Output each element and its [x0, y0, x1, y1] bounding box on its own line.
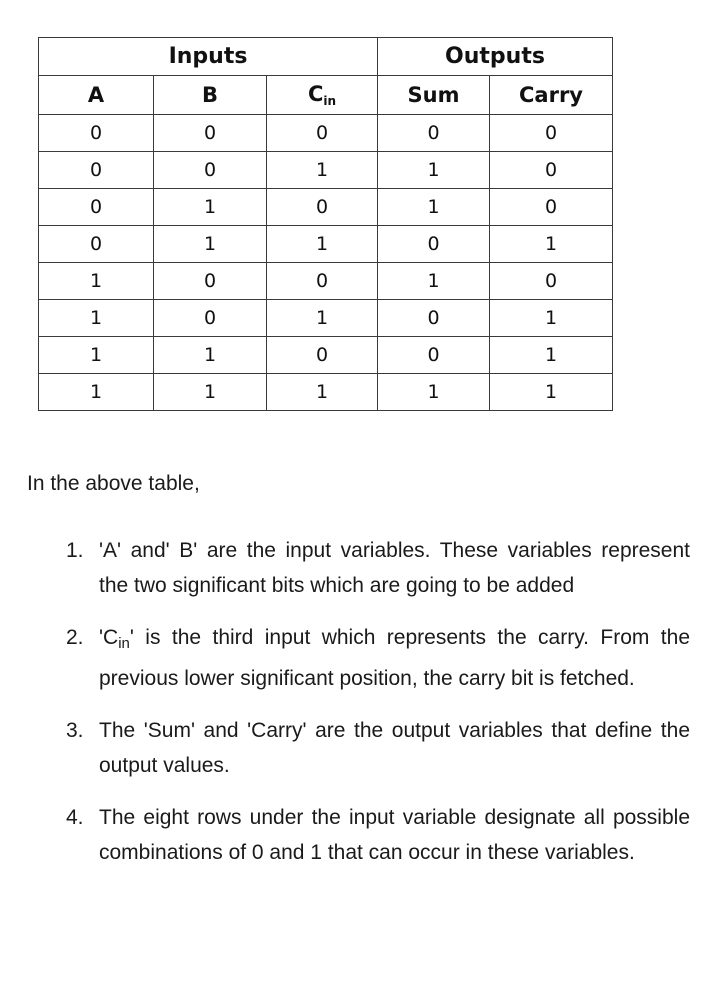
list-item-number: 3. [66, 719, 84, 742]
cell-carry: 1 [490, 374, 613, 411]
cell-b: 0 [154, 152, 267, 189]
cell-b: 1 [154, 226, 267, 263]
cell-sum: 1 [378, 263, 490, 300]
cell-cin: 0 [267, 263, 378, 300]
table-row [39, 374, 613, 411]
cell-a: 0 [39, 226, 154, 263]
cell-a: 1 [39, 374, 154, 411]
cell-carry: 1 [490, 226, 613, 263]
cell-cin: 0 [267, 337, 378, 374]
cell-a: 0 [39, 152, 154, 189]
cell-a: 0 [39, 115, 154, 152]
cell-cin: 0 [267, 115, 378, 152]
list-item-number: 4. [66, 806, 84, 829]
cell-carry: 1 [490, 300, 613, 337]
full-adder-truth-table [38, 37, 613, 411]
list-item-text: The eight rows under the input variable designate all possible combinations of 0 and 1 that can occur in these variables. [99, 806, 690, 864]
list-item [66, 533, 690, 603]
cell-b: 0 [154, 263, 267, 300]
cell-cin: 1 [267, 226, 378, 263]
cell-sum: 1 [378, 374, 490, 411]
cell-sum: 0 [378, 337, 490, 374]
cell-b: 1 [154, 189, 267, 226]
table-row [39, 152, 613, 189]
outputs-group-header: Outputs [378, 38, 613, 76]
cell-sum: 0 [378, 226, 490, 263]
cell-b: 0 [154, 115, 267, 152]
list-item [66, 620, 690, 696]
intro-text: In the above table, [27, 472, 200, 495]
cell-carry: 1 [490, 337, 613, 374]
cell-carry: 0 [490, 263, 613, 300]
inputs-group-header: Inputs [39, 38, 378, 76]
table-row [39, 189, 613, 226]
cell-b: 0 [154, 300, 267, 337]
cell-b: 1 [154, 337, 267, 374]
column-header-b: B [154, 76, 267, 115]
cell-sum: 0 [378, 115, 490, 152]
list-item-text-before: 'C [99, 626, 119, 649]
column-header-sum: Sum [378, 76, 490, 115]
cin-subscript: in [323, 94, 337, 108]
list-item [66, 800, 690, 870]
cell-a: 0 [39, 189, 154, 226]
cell-carry: 0 [490, 152, 613, 189]
explanation-list [66, 533, 690, 887]
table-row [39, 337, 613, 374]
cell-a: 1 [39, 300, 154, 337]
column-header-carry: Carry [490, 76, 613, 115]
column-header-a: A [39, 76, 154, 115]
cell-sum: 1 [378, 189, 490, 226]
list-item-number: 1. [66, 539, 84, 562]
list-item-subscript: in [118, 635, 130, 652]
cell-carry: 0 [490, 189, 613, 226]
cell-carry: 0 [490, 115, 613, 152]
cin-label: C [307, 82, 324, 106]
table-group-header-row [39, 38, 613, 76]
table-row [39, 263, 613, 300]
list-item [66, 713, 690, 783]
cell-a: 1 [39, 263, 154, 300]
cell-sum: 1 [378, 152, 490, 189]
table-column-header-row [39, 76, 613, 115]
cell-cin: 1 [267, 300, 378, 337]
column-header-cin [267, 76, 378, 115]
list-item-text-after: ' is the third input which represents the carry. From the previous lower significant position, the carry bit is fetched. [99, 626, 690, 690]
list-item-number: 2. [66, 626, 84, 649]
list-item-text: 'A' and' B' are the input variables. These variables represent the two significant bits which are going to be added [99, 539, 690, 597]
table-row [39, 226, 613, 263]
cell-cin: 0 [267, 189, 378, 226]
cell-a: 1 [39, 337, 154, 374]
cell-cin: 1 [267, 152, 378, 189]
cell-cin: 1 [267, 374, 378, 411]
cell-b: 1 [154, 374, 267, 411]
list-item-text: The 'Sum' and 'Carry' are the output variables that define the output values. [99, 719, 690, 777]
table-row [39, 300, 613, 337]
table-row [39, 115, 613, 152]
cell-sum: 0 [378, 300, 490, 337]
